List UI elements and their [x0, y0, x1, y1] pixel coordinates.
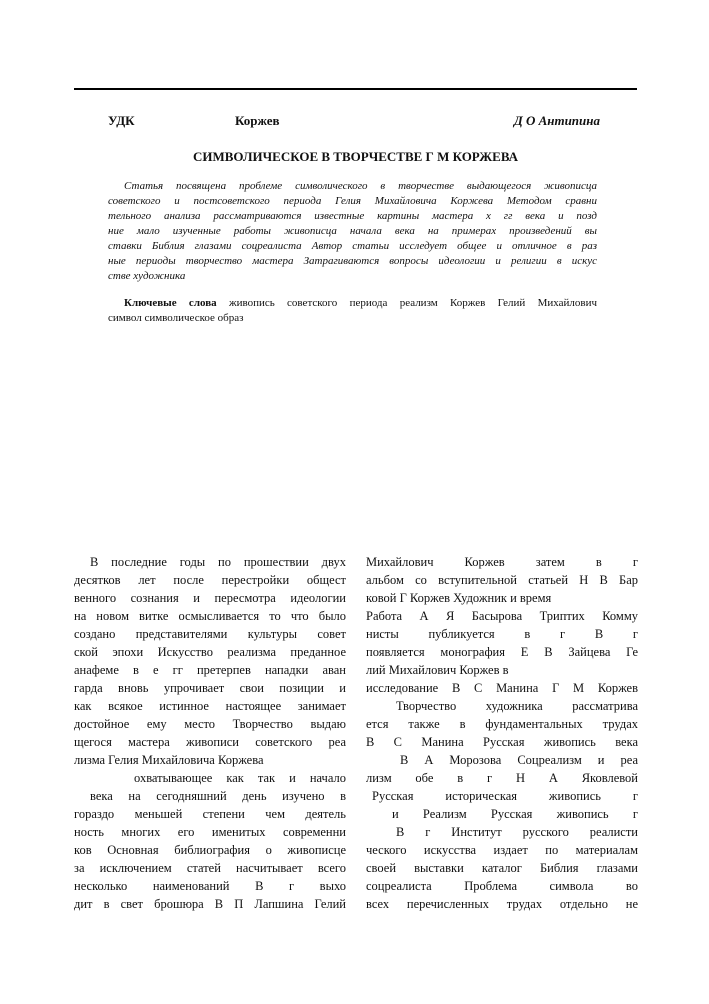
body-line: ность многих его именитых современни: [74, 825, 346, 839]
body-line: века на сегодняшний день изучено в: [90, 789, 346, 803]
body-line: гарда вновь упрочивает свои позиции и: [74, 681, 346, 695]
body-line: ется также в фундаментальных трудах: [366, 717, 638, 731]
body-line: ческого искусства издает по материалам: [366, 843, 638, 857]
body-line: Русская историческая живопись г: [372, 789, 638, 803]
keywords-line: символ символическое образ: [108, 312, 244, 324]
body-line: альбом со вступительной статьей Н В Бар: [366, 573, 638, 587]
abstract: [108, 179, 597, 284]
body-line: охватывающее как так и начало: [134, 771, 346, 785]
keywords: [108, 296, 597, 326]
body-line: Творчество художника рассматрива: [396, 699, 638, 713]
body-line: щегося мастера живописи советского реа: [74, 735, 346, 749]
body-line: Работа А Я Басырова Триптих Комму: [366, 609, 638, 623]
author-name: Д О Антипина: [513, 113, 600, 128]
body-column-right: [366, 553, 638, 913]
body-line: венного сознания и пересмотра идеологии: [74, 591, 346, 605]
body-line: анафеме в е гг претерпев нападки аван: [74, 663, 346, 677]
body-line: Михайлович Коржев затем в г: [366, 555, 638, 569]
abstract-line: советского и постсоветского периода Гелия Михайловича Коржева Методом сравни: [108, 195, 597, 207]
body-line: лий Михайлович Коржев в: [366, 663, 509, 677]
body-line: достойное ему место Творчество выдаю: [74, 717, 346, 731]
body-line: всех перечисленных трудах отдельно не: [366, 897, 638, 911]
body-line: на новом витке осмысливается то что было: [74, 609, 346, 623]
keywords-line: [108, 296, 597, 311]
abstract-line: стве художника: [108, 270, 186, 282]
keywords-label: Ключевые слова: [124, 297, 217, 309]
abstract-line: ные периоды творчество мастера Затрагиваются вопросы идеологии и религии в искус: [108, 255, 597, 267]
body-line: несколько наименований В г выхо: [74, 879, 346, 893]
abstract-line: тельного анализа рассматриваются известные картины мастера х гг века и позд: [108, 210, 597, 222]
body-line: исследование В С Манина Г М Коржев: [366, 681, 638, 695]
body-column-left: [74, 553, 346, 913]
body-line: ской эпохи Искусство реализма преданное: [74, 645, 346, 659]
body-line: ковой Г Коржев Художник и время: [366, 591, 552, 605]
body-line: нисты публикуется в г В г: [366, 627, 638, 641]
abstract-line: ние мало изученные работы живописца начала века на примерах произведений вы: [108, 225, 597, 237]
body-line: В С Манина Русская живопись века: [366, 735, 638, 749]
body-line: ков Основная библиография о живописце: [74, 843, 346, 857]
body-line: В А Морозова Соцреализм и реа: [400, 753, 638, 767]
top-rule: [74, 88, 637, 90]
body-line: и Реализм Русская живопись г: [392, 807, 638, 821]
article-title: СИМВОЛИЧЕСКОЕ В ТВОРЧЕСТВЕ Г М КОРЖЕВА: [192, 149, 519, 164]
body-line: десятков лет после перестройки общест: [74, 573, 346, 587]
body-line: создано представителями культуры совет: [74, 627, 346, 641]
abstract-line: Статья посвящена проблеме символического в творчестве выдающегося живописца: [124, 180, 597, 192]
body-line: дит в свет брошюра В П Лапшина Гелий: [74, 897, 346, 911]
body-line: лизм обе в г Н А Яковлевой: [366, 771, 638, 785]
body-line: как всякое истинное настоящее занимает: [74, 699, 346, 713]
body-line: лизма Гелия Михайловича Коржева: [74, 753, 264, 767]
body-line: за исключением статей насчитывает всего: [74, 861, 346, 875]
keywords-text: живопись советского периода реализм Коржев Гелий Михайлович: [228, 297, 598, 309]
body-line: В последние годы по прошествии двух: [90, 555, 346, 569]
body-line: соцреалиста Проблема символа во: [366, 879, 638, 893]
body-line: появляется монография Е В Зайцева Ге: [366, 645, 638, 659]
body-line: гораздо меньшей степени чем деятель: [74, 807, 346, 821]
abstract-line: ставки Библия глазами соцреалиста Автор статьи исследует общее и отличное в раз: [108, 240, 597, 252]
body-line: В г Институт русского реалисти: [396, 825, 638, 839]
header-keyword: Коржев: [235, 113, 280, 128]
udk-label: УДК: [108, 113, 135, 128]
body-line: своей выставки каталог Библия глазами: [366, 861, 638, 875]
